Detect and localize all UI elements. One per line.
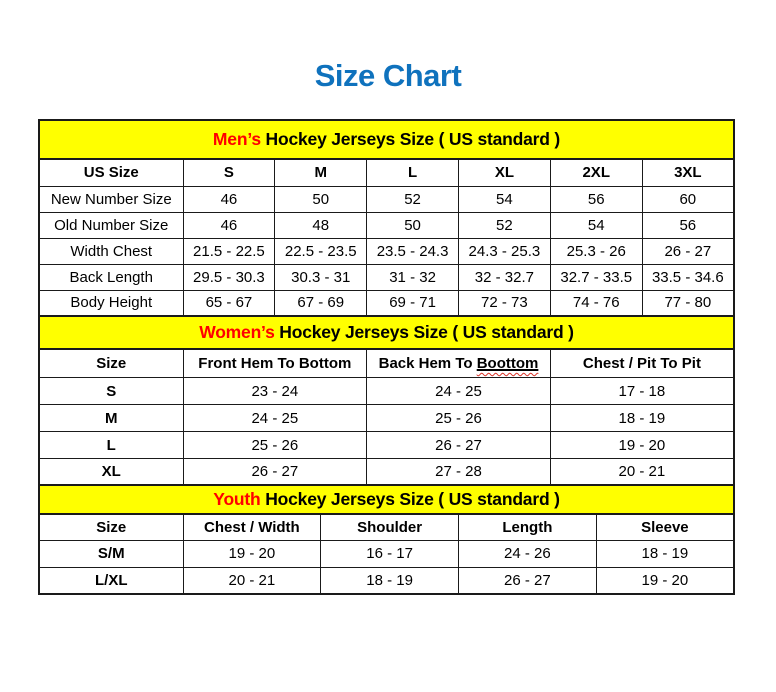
womens-cell: 24 - 25 <box>367 378 551 405</box>
size-tables-container <box>38 119 735 595</box>
mens-cell: 67 - 69 <box>275 290 367 316</box>
mens-cell: 30.3 - 31 <box>275 264 367 290</box>
youth-col-shoulder: Shoulder <box>321 514 459 540</box>
youth-row-sm <box>39 540 734 567</box>
mens-cell: 26 - 27 <box>642 238 734 264</box>
womens-cell: 24 - 25 <box>183 405 367 432</box>
womens-row-label: M <box>39 405 183 432</box>
womens-row-s <box>39 378 734 405</box>
youth-cell: 16 - 17 <box>321 540 459 567</box>
youth-section-heading <box>39 485 734 514</box>
mens-heading-rest: Hockey Jerseys Size ( US standard ) <box>260 129 561 149</box>
mens-row-body-height <box>39 290 734 316</box>
youth-cell: 26 - 27 <box>459 567 597 594</box>
mens-row-label: Body Height <box>39 290 183 316</box>
youth-row-label: S/M <box>39 540 183 567</box>
mens-cell: 72 - 73 <box>458 290 550 316</box>
mens-cell: 54 <box>550 212 642 238</box>
mens-cell: 25.3 - 26 <box>550 238 642 264</box>
youth-col-sleeve: Sleeve <box>596 514 734 540</box>
mens-cell: 54 <box>458 186 550 212</box>
mens-row-new-number <box>39 186 734 212</box>
mens-cell: 46 <box>183 186 275 212</box>
womens-cell: 23 - 24 <box>183 378 367 405</box>
womens-col-front-hem: Front Hem To Bottom <box>183 349 367 378</box>
womens-cell: 26 - 27 <box>183 459 367 486</box>
youth-section-band <box>39 485 734 514</box>
youth-cell: 20 - 21 <box>183 567 321 594</box>
youth-heading-rest: Hockey Jerseys Size ( US standard ) <box>260 489 560 509</box>
youth-cell: 18 - 19 <box>596 540 734 567</box>
youth-row-lxl <box>39 567 734 594</box>
youth-row-label: L/XL <box>39 567 183 594</box>
mens-row-width-chest <box>39 238 734 264</box>
mens-cell: 21.5 - 22.5 <box>183 238 275 264</box>
youth-col-size: Size <box>39 514 183 540</box>
page-title: Size Chart <box>314 58 462 93</box>
youth-col-chest-width: Chest / Width <box>183 514 321 540</box>
mens-col-3xl: 3XL <box>642 159 734 186</box>
mens-cell: 74 - 76 <box>550 290 642 316</box>
womens-header-row <box>39 349 734 378</box>
womens-row-m <box>39 405 734 432</box>
mens-cell: 32 - 32.7 <box>458 264 550 290</box>
womens-heading-rest: Hockey Jerseys Size ( US standard ) <box>274 321 574 342</box>
womens-cell: 27 - 28 <box>367 459 551 486</box>
youth-col-length: Length <box>459 514 597 540</box>
mens-row-label: Old Number Size <box>39 212 183 238</box>
youth-size-table <box>38 484 735 595</box>
youth-cell: 24 - 26 <box>459 540 597 567</box>
mens-cell: 65 - 67 <box>183 290 275 316</box>
mens-cell: 46 <box>183 212 275 238</box>
womens-row-xl <box>39 459 734 486</box>
mens-cell: 31 - 32 <box>367 264 459 290</box>
womens-cell: 17 - 18 <box>550 378 734 405</box>
mens-row-back-length <box>39 264 734 290</box>
womens-row-label: L <box>39 432 183 459</box>
mens-row-label: New Number Size <box>39 186 183 212</box>
mens-cell: 56 <box>642 212 734 238</box>
mens-col-m: M <box>275 159 367 186</box>
youth-heading-accent: Youth <box>213 489 261 509</box>
womens-section-band <box>39 316 734 349</box>
mens-cell: 50 <box>367 212 459 238</box>
mens-cell: 77 - 80 <box>642 290 734 316</box>
mens-cell: 24.3 - 25.3 <box>458 238 550 264</box>
womens-cell: 25 - 26 <box>183 432 367 459</box>
mens-heading-accent: Men’s <box>212 129 261 149</box>
spellcheck-squiggle: Boottom <box>476 354 539 372</box>
mens-section-heading <box>39 120 734 159</box>
womens-heading-accent: Women’s <box>199 321 275 342</box>
womens-cell: 20 - 21 <box>550 459 734 486</box>
mens-row-old-number <box>39 212 734 238</box>
womens-cell: 19 - 20 <box>550 432 734 459</box>
mens-col-2xl: 2XL <box>550 159 642 186</box>
youth-cell: 19 - 20 <box>183 540 321 567</box>
mens-cell: 23.5 - 24.3 <box>367 238 459 264</box>
mens-col-xl: XL <box>458 159 550 186</box>
womens-size-table <box>38 315 735 487</box>
mens-cell: 60 <box>642 186 734 212</box>
womens-cell: 25 - 26 <box>367 405 551 432</box>
womens-col-back-hem-prefix: Back Hem To <box>378 354 477 372</box>
womens-row-label: XL <box>39 459 183 486</box>
mens-cell: 33.5 - 34.6 <box>642 264 734 290</box>
mens-cell: 52 <box>458 212 550 238</box>
mens-cell: 29.5 - 30.3 <box>183 264 275 290</box>
womens-cell: 26 - 27 <box>367 432 551 459</box>
womens-col-back-hem <box>367 349 551 378</box>
mens-cell: 22.5 - 23.5 <box>275 238 367 264</box>
mens-header-row <box>39 159 734 186</box>
mens-row-label: Width Chest <box>39 238 183 264</box>
youth-cell: 19 - 20 <box>596 567 734 594</box>
youth-cell: 18 - 19 <box>321 567 459 594</box>
mens-col-s: S <box>183 159 275 186</box>
youth-header-row <box>39 514 734 540</box>
mens-row-label: Back Length <box>39 264 183 290</box>
misspelled-word-underline <box>477 355 539 372</box>
mens-col-us-size: US Size <box>39 159 183 186</box>
mens-cell: 56 <box>550 186 642 212</box>
womens-col-size: Size <box>39 349 183 378</box>
mens-cell: 32.7 - 33.5 <box>550 264 642 290</box>
mens-cell: 48 <box>275 212 367 238</box>
womens-row-label: S <box>39 378 183 405</box>
mens-section-band <box>39 120 734 159</box>
mens-cell: 69 - 71 <box>367 290 459 316</box>
mens-cell: 50 <box>275 186 367 212</box>
womens-col-chest: Chest / Pit To Pit <box>550 349 734 378</box>
mens-col-l: L <box>367 159 459 186</box>
mens-size-table <box>38 119 735 317</box>
womens-cell: 18 - 19 <box>550 405 734 432</box>
womens-row-l <box>39 432 734 459</box>
womens-section-heading <box>39 316 734 349</box>
mens-cell: 52 <box>367 186 459 212</box>
